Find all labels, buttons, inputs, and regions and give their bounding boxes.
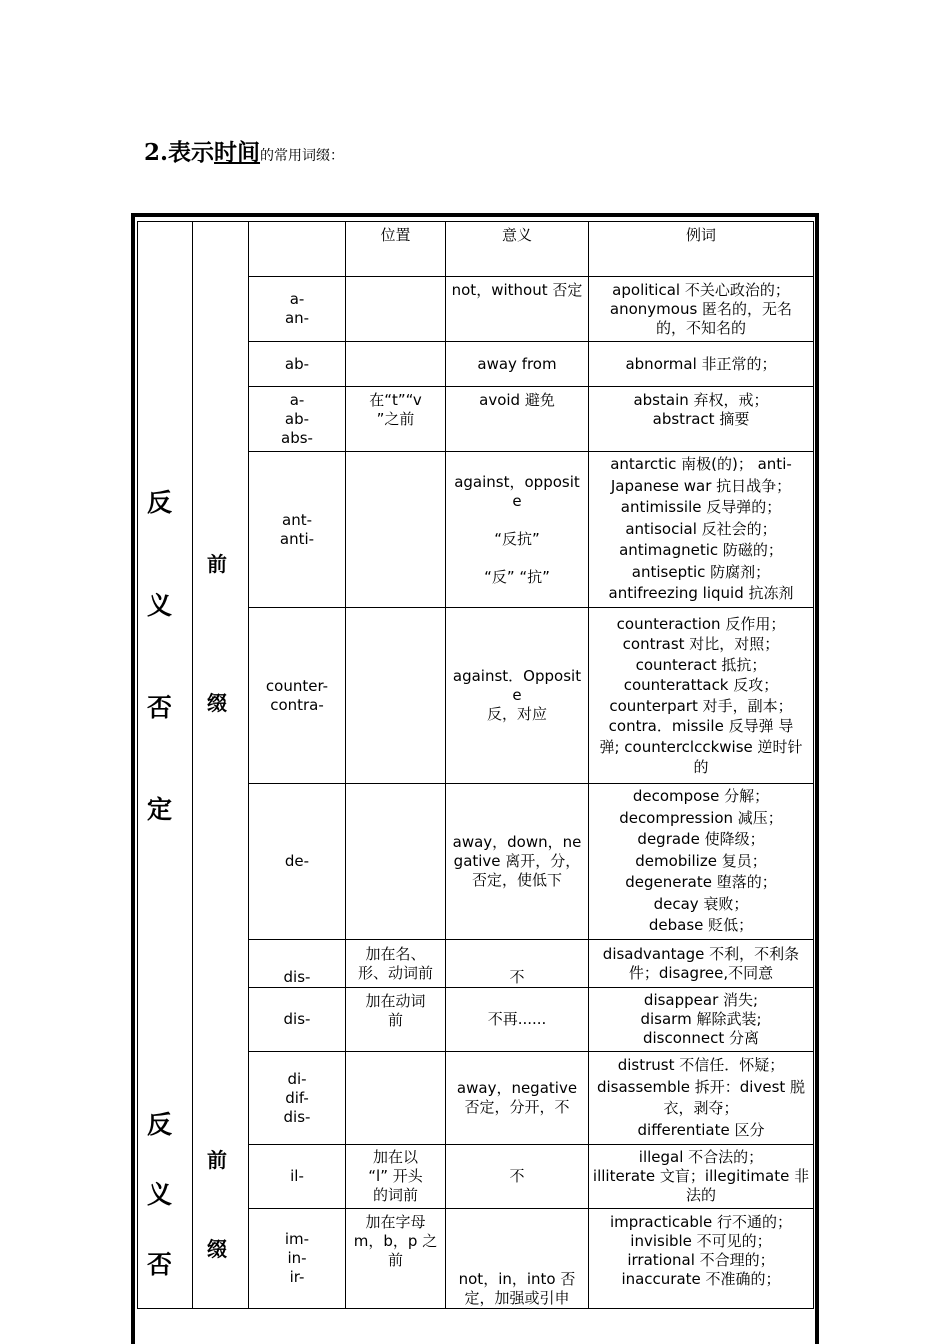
position-cell	[346, 342, 446, 387]
position-cell	[346, 277, 446, 342]
heading-underlined: 时间	[214, 139, 261, 166]
header-cell: 例词	[589, 222, 814, 277]
side-char: 定	[147, 795, 173, 824]
examples-cell: decompose 分解； decompression 减压； degrade 使降级； demobilize 复员； degenerate 堕落的； decay 衰败； debase 贬低；	[589, 784, 814, 940]
side-char: 义	[147, 591, 173, 620]
affix-cell: ab-	[249, 342, 346, 387]
side-char: 反	[147, 1110, 173, 1139]
side-char: 前	[207, 552, 227, 576]
meaning-cell: against，opposit e “反抗” “反” “抗”	[446, 452, 589, 608]
side-char: 否	[147, 693, 173, 722]
side-cell-1	[138, 222, 193, 1309]
meaning-cell: avoid 避免	[446, 387, 589, 452]
meaning-cell: 不	[446, 1145, 589, 1209]
examples-cell: distrust 不信任．怀疑； disassemble 拆开：divest 脱 衣，剥夺； differentiate 区分	[589, 1052, 814, 1145]
side-cell-2	[193, 222, 249, 1309]
examples-cell: antarctic 南极(的)； anti- Japanese war 抗日战争； antimissile 反导弹的； antisocial 反社会的； antimagnetic 防磁的； antiseptic 防腐剂； antifreezing liquid 抗冻剂	[589, 452, 814, 608]
affix-cell: a- ab- abs-	[249, 387, 346, 452]
meaning-cell: not，without 否定	[446, 277, 589, 342]
examples-cell: disappear 消失; disarm 解除武装; disconnect 分离	[589, 988, 814, 1052]
heading-part1: 表示	[168, 139, 215, 166]
affix-cell: counter- contra-	[249, 608, 346, 784]
position-cell: 加在名、 形、动词前	[346, 940, 446, 988]
side-char: 反	[147, 488, 173, 517]
examples-cell: illegal 不合法的； illiterate 文盲；illegitimate 非 法的	[589, 1145, 814, 1209]
examples-cell: abnormal 非正常的；	[589, 342, 814, 387]
affix-table	[137, 221, 814, 1309]
affix-cell: ant- anti-	[249, 452, 346, 608]
meaning-cell: away from	[446, 342, 589, 387]
meaning-cell: 不再......	[446, 988, 589, 1052]
affix-cell: dis-	[249, 988, 346, 1052]
position-cell: 加在以 “l” 开头 的词前	[346, 1145, 446, 1209]
position-cell: 在“t”“v ”之前	[346, 387, 446, 452]
side-char: 缀	[207, 691, 227, 715]
header-cell	[249, 222, 346, 277]
side-char: 前	[207, 1148, 227, 1172]
header-cell: 意义	[446, 222, 589, 277]
examples-cell: abstain 弃权，戒； abstract 摘要	[589, 387, 814, 452]
affix-cell: de-	[249, 784, 346, 940]
affix-cell: im- in- ir-	[249, 1209, 346, 1309]
meaning-cell: 不	[446, 940, 589, 988]
affix-cell: a- an-	[249, 277, 346, 342]
affix-cell: dis-	[249, 940, 346, 988]
heading-suffix: 的常用词缀：	[260, 148, 345, 164]
examples-cell: counteraction 反作用； contrast 对比，对照； counteract 抵抗； counterattack 反攻； counterpart 对手，副本； contra．missile 反导弹 导 弹; counterclcckwise 逆时针 的	[589, 608, 814, 784]
table-header-row	[138, 222, 814, 277]
position-cell: 加在字母 m，b，p 之 前	[346, 1209, 446, 1309]
examples-cell: disadvantage 不利，不利条 件；disagree,不同意	[589, 940, 814, 988]
position-cell	[346, 784, 446, 940]
meaning-cell: away，down，ne gative 离开，分， 否定，使低下	[446, 784, 589, 940]
meaning-cell: against．Opposit e 反，对应	[446, 608, 589, 784]
affix-cell: il-	[249, 1145, 346, 1209]
position-cell	[346, 1052, 446, 1145]
examples-cell: impracticable 行不通的； invisible 不可见的； irrational 不合理的； inaccurate 不准确的；	[589, 1209, 814, 1309]
examples-cell: apolitical 不关心政治的； anonymous 匿名的，无名 的，不知名的	[589, 277, 814, 342]
position-cell: 加在动词 前	[346, 988, 446, 1052]
header-cell: 位置	[346, 222, 446, 277]
heading-number: 2.	[144, 139, 169, 166]
position-cell	[346, 608, 446, 784]
meaning-cell: not，in，into 否 定，加强或引申	[446, 1209, 589, 1309]
affix-cell: di- dif- dis-	[249, 1052, 346, 1145]
meaning-cell: away，negative 否定，分开，不	[446, 1052, 589, 1145]
side-char: 缀	[207, 1237, 227, 1261]
side-char: 否	[147, 1250, 173, 1279]
section-heading	[144, 134, 344, 167]
side-char: 义	[147, 1180, 173, 1209]
position-cell	[346, 452, 446, 608]
